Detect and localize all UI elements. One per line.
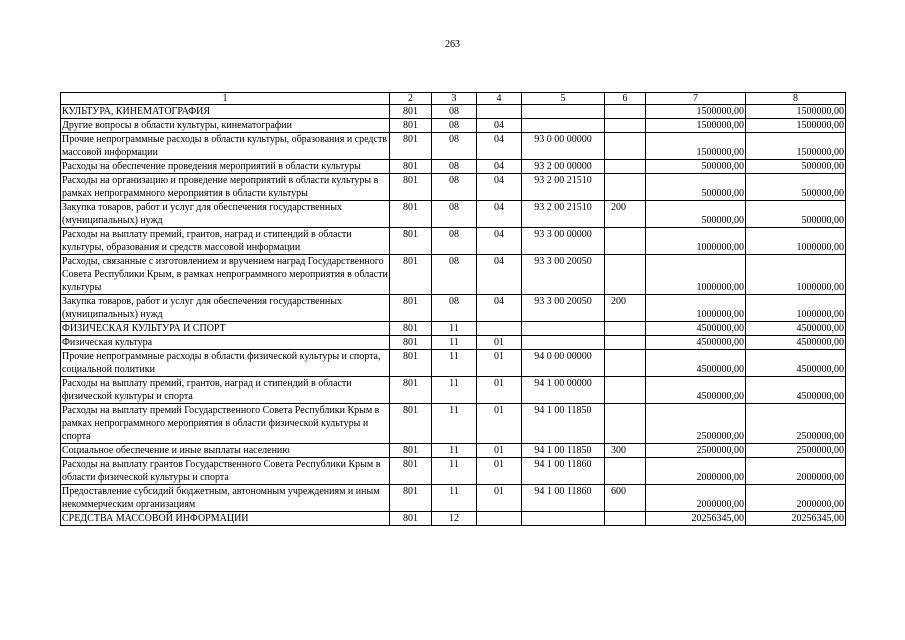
subsection-code: 04 bbox=[477, 201, 522, 228]
row-name: Расходы на обеспечение проведения мероприятий в области культуры bbox=[61, 160, 390, 174]
ministry-code: 801 bbox=[390, 105, 432, 119]
row-name: Расходы на выплату премий, грантов, наград и стипендий в области физической культуры и спорта bbox=[61, 377, 390, 404]
target-article-code: 94 1 00 00000 bbox=[522, 377, 605, 404]
amount-year-1: 1000000,00 bbox=[646, 228, 746, 255]
amount-year-2: 2500000,00 bbox=[746, 404, 846, 444]
expense-type-code: 200 bbox=[605, 201, 646, 228]
amount-year-2: 500000,00 bbox=[746, 160, 846, 174]
section-code: 12 bbox=[432, 512, 477, 526]
target-article-code bbox=[522, 336, 605, 350]
row-name: Закупка товаров, работ и услуг для обеспечения государственных (муниципальных) нужд bbox=[61, 201, 390, 228]
subsection-code: 04 bbox=[477, 228, 522, 255]
expense-type-code bbox=[605, 119, 646, 133]
amount-year-1: 20256345,00 bbox=[646, 512, 746, 526]
ministry-code: 801 bbox=[390, 377, 432, 404]
budget-table bbox=[60, 92, 846, 526]
ministry-code: 801 bbox=[390, 444, 432, 458]
ministry-code: 801 bbox=[390, 228, 432, 255]
table-row bbox=[61, 228, 846, 255]
expense-type-code bbox=[605, 322, 646, 336]
section-code: 11 bbox=[432, 485, 477, 512]
column-header: 6 bbox=[605, 93, 646, 105]
table-row bbox=[61, 512, 846, 526]
amount-year-2: 2000000,00 bbox=[746, 485, 846, 512]
expense-type-code bbox=[605, 228, 646, 255]
target-article-code: 93 2 00 21510 bbox=[522, 174, 605, 201]
table-row bbox=[61, 336, 846, 350]
ministry-code: 801 bbox=[390, 404, 432, 444]
target-article-code: 93 2 00 00000 bbox=[522, 160, 605, 174]
amount-year-2: 1000000,00 bbox=[746, 228, 846, 255]
ministry-code: 801 bbox=[390, 255, 432, 295]
section-code: 08 bbox=[432, 160, 477, 174]
page-number: 263 bbox=[445, 39, 460, 50]
amount-year-2: 500000,00 bbox=[746, 174, 846, 201]
target-article-code bbox=[522, 105, 605, 119]
table-row bbox=[61, 485, 846, 512]
table-row bbox=[61, 105, 846, 119]
target-article-code: 93 3 00 20050 bbox=[522, 255, 605, 295]
expense-type-code bbox=[605, 512, 646, 526]
ministry-code: 801 bbox=[390, 295, 432, 322]
subsection-code: 01 bbox=[477, 444, 522, 458]
subsection-code: 01 bbox=[477, 485, 522, 512]
target-article-code: 94 1 00 11850 bbox=[522, 444, 605, 458]
expense-type-code bbox=[605, 133, 646, 160]
target-article-code bbox=[522, 512, 605, 526]
column-header-row bbox=[61, 93, 846, 105]
row-name: Расходы, связанные с изготовлением и вручением наград Государственного Совета Республики Крым, в рамках непрограммного мероприятия в области культуры bbox=[62, 256, 388, 293]
target-article-code: 93 0 00 00000 bbox=[522, 133, 605, 160]
section-code: 11 bbox=[432, 336, 477, 350]
subsection-code: 01 bbox=[477, 350, 522, 377]
expense-type-code bbox=[605, 404, 646, 444]
amount-year-1: 2500000,00 bbox=[646, 404, 746, 444]
expense-type-code bbox=[605, 377, 646, 404]
row-name: Прочие непрограммные расходы в области культуры, образования и средств массовой информации bbox=[61, 133, 390, 160]
expense-type-code bbox=[605, 174, 646, 201]
row-name: СРЕДСТВА МАССОВОЙ ИНФОРМАЦИИ bbox=[61, 512, 390, 526]
section-code: 08 bbox=[432, 295, 477, 322]
target-article-code: 94 1 00 11850 bbox=[522, 404, 605, 444]
row-name: Закупка товаров, работ и услуг для обеспечения государственных (муниципальных) нужд bbox=[61, 295, 390, 322]
amount-year-2: 1500000,00 bbox=[746, 133, 846, 160]
subsection-code bbox=[477, 105, 522, 119]
amount-year-1: 500000,00 bbox=[646, 174, 746, 201]
amount-year-1: 1000000,00 bbox=[646, 255, 746, 295]
subsection-code: 04 bbox=[477, 119, 522, 133]
section-code: 08 bbox=[432, 105, 477, 119]
table-row bbox=[61, 133, 846, 160]
section-code: 11 bbox=[432, 444, 477, 458]
amount-year-2: 4500000,00 bbox=[746, 322, 846, 336]
amount-year-2: 500000,00 bbox=[746, 201, 846, 228]
row-name: Расходы на выплату премий, грантов, наград и стипендий в области культуры, образования и средств массовой информации bbox=[61, 228, 390, 255]
table-row bbox=[61, 119, 846, 133]
expense-type-code: 300 bbox=[605, 444, 646, 458]
section-code: 11 bbox=[432, 458, 477, 485]
amount-year-2: 1500000,00 bbox=[746, 105, 846, 119]
amount-year-1: 4500000,00 bbox=[646, 322, 746, 336]
table-row bbox=[61, 404, 846, 444]
row-name: КУЛЬТУРА, КИНЕМАТОГРАФИЯ bbox=[61, 105, 390, 119]
section-code: 08 bbox=[432, 174, 477, 201]
amount-year-2: 20256345,00 bbox=[746, 512, 846, 526]
section-code: 08 bbox=[432, 201, 477, 228]
column-header: 1 bbox=[61, 93, 390, 105]
column-header: 3 bbox=[432, 93, 477, 105]
amount-year-2: 1000000,00 bbox=[746, 255, 846, 295]
amount-year-1: 4500000,00 bbox=[646, 377, 746, 404]
column-header: 7 bbox=[646, 93, 746, 105]
ministry-code: 801 bbox=[390, 160, 432, 174]
ministry-code: 801 bbox=[390, 336, 432, 350]
subsection-code: 01 bbox=[477, 377, 522, 404]
amount-year-1: 1500000,00 bbox=[646, 119, 746, 133]
ministry-code: 801 bbox=[390, 119, 432, 133]
row-name: Расходы на организацию и проведение мероприятий в области культуры в рамках непрограммного мероприятия в области культуры bbox=[61, 174, 390, 201]
amount-year-2: 1000000,00 bbox=[746, 295, 846, 322]
ministry-code: 801 bbox=[390, 512, 432, 526]
subsection-code: 01 bbox=[477, 458, 522, 485]
expense-type-code bbox=[605, 160, 646, 174]
table-row bbox=[61, 160, 846, 174]
amount-year-2: 2500000,00 bbox=[746, 444, 846, 458]
amount-year-1: 500000,00 bbox=[646, 201, 746, 228]
amount-year-2: 1500000,00 bbox=[746, 119, 846, 133]
subsection-code: 04 bbox=[477, 295, 522, 322]
subsection-code bbox=[477, 322, 522, 336]
column-header: 2 bbox=[390, 93, 432, 105]
expense-type-code bbox=[605, 255, 646, 295]
table-row bbox=[61, 174, 846, 201]
row-name: Расходы на выплату премий Государственного Совета Республики Крым в рамках непрограммного мероприятия в области физической культуры и спорта bbox=[61, 404, 390, 444]
subsection-code: 04 bbox=[477, 255, 522, 295]
expense-type-code: 600 bbox=[605, 485, 646, 512]
section-code: 11 bbox=[432, 377, 477, 404]
target-article-code: 93 2 00 21510 bbox=[522, 201, 605, 228]
ministry-code: 801 bbox=[390, 485, 432, 512]
subsection-code: 01 bbox=[477, 404, 522, 444]
target-article-code: 94 1 00 11860 bbox=[522, 458, 605, 485]
amount-year-2: 4500000,00 bbox=[746, 350, 846, 377]
amount-year-1: 500000,00 bbox=[646, 160, 746, 174]
amount-year-1: 2000000,00 bbox=[646, 458, 746, 485]
expense-type-code bbox=[605, 336, 646, 350]
column-header: 4 bbox=[477, 93, 522, 105]
subsection-code: 04 bbox=[477, 174, 522, 201]
column-header: 8 bbox=[746, 93, 846, 105]
subsection-code: 04 bbox=[477, 133, 522, 160]
section-code: 08 bbox=[432, 255, 477, 295]
ministry-code: 801 bbox=[390, 201, 432, 228]
subsection-code bbox=[477, 512, 522, 526]
expense-type-code: 200 bbox=[605, 295, 646, 322]
row-name: Расходы на выплату грантов Государственного Совета Республики Крым в области физической культуры и спорта bbox=[61, 458, 390, 485]
target-article-code bbox=[522, 119, 605, 133]
target-article-code: 94 0 00 00000 bbox=[522, 350, 605, 377]
column-header: 5 bbox=[522, 93, 605, 105]
amount-year-2: 4500000,00 bbox=[746, 377, 846, 404]
section-code: 08 bbox=[432, 228, 477, 255]
row-name: Предоставление субсидий бюджетным, автономным учреждениям и иным некоммерческим организациям bbox=[61, 485, 390, 512]
amount-year-1: 4500000,00 bbox=[646, 336, 746, 350]
ministry-code: 801 bbox=[390, 174, 432, 201]
subsection-code: 01 bbox=[477, 336, 522, 350]
amount-year-2: 2000000,00 bbox=[746, 458, 846, 485]
row-name: Социальное обеспечение и иные выплаты населению bbox=[61, 444, 390, 458]
row-name: Физическая культура bbox=[61, 336, 390, 350]
amount-year-2: 4500000,00 bbox=[746, 336, 846, 350]
target-article-code: 93 3 00 20050 bbox=[522, 295, 605, 322]
ministry-code: 801 bbox=[390, 133, 432, 160]
expense-type-code bbox=[605, 350, 646, 377]
table-row bbox=[61, 255, 846, 295]
table-row bbox=[61, 201, 846, 228]
subsection-code: 04 bbox=[477, 160, 522, 174]
ministry-code: 801 bbox=[390, 350, 432, 377]
amount-year-1: 1500000,00 bbox=[646, 133, 746, 160]
section-code: 11 bbox=[432, 322, 477, 336]
ministry-code: 801 bbox=[390, 458, 432, 485]
section-code: 11 bbox=[432, 350, 477, 377]
row-name: ФИЗИЧЕСКАЯ КУЛЬТУРА И СПОРТ bbox=[61, 322, 390, 336]
amount-year-1: 2500000,00 bbox=[646, 444, 746, 458]
amount-year-1: 1000000,00 bbox=[646, 295, 746, 322]
row-name: Другие вопросы в области культуры, кинематографии bbox=[61, 119, 390, 133]
table-row bbox=[61, 295, 846, 322]
amount-year-1: 2000000,00 bbox=[646, 485, 746, 512]
expense-type-code bbox=[605, 105, 646, 119]
section-code: 11 bbox=[432, 404, 477, 444]
amount-year-1: 4500000,00 bbox=[646, 350, 746, 377]
table-row bbox=[61, 458, 846, 485]
target-article-code: 93 3 00 00000 bbox=[522, 228, 605, 255]
target-article-code bbox=[522, 322, 605, 336]
section-code: 08 bbox=[432, 119, 477, 133]
table-row bbox=[61, 350, 846, 377]
row-name: Прочие непрограммные расходы в области физической культуры и спорта, социальной политики bbox=[61, 350, 390, 377]
ministry-code: 801 bbox=[390, 322, 432, 336]
table-row bbox=[61, 322, 846, 336]
table-row bbox=[61, 444, 846, 458]
table-row bbox=[61, 377, 846, 404]
expense-type-code bbox=[605, 458, 646, 485]
target-article-code: 94 1 00 11860 bbox=[522, 485, 605, 512]
amount-year-1: 1500000,00 bbox=[646, 105, 746, 119]
section-code: 08 bbox=[432, 133, 477, 160]
